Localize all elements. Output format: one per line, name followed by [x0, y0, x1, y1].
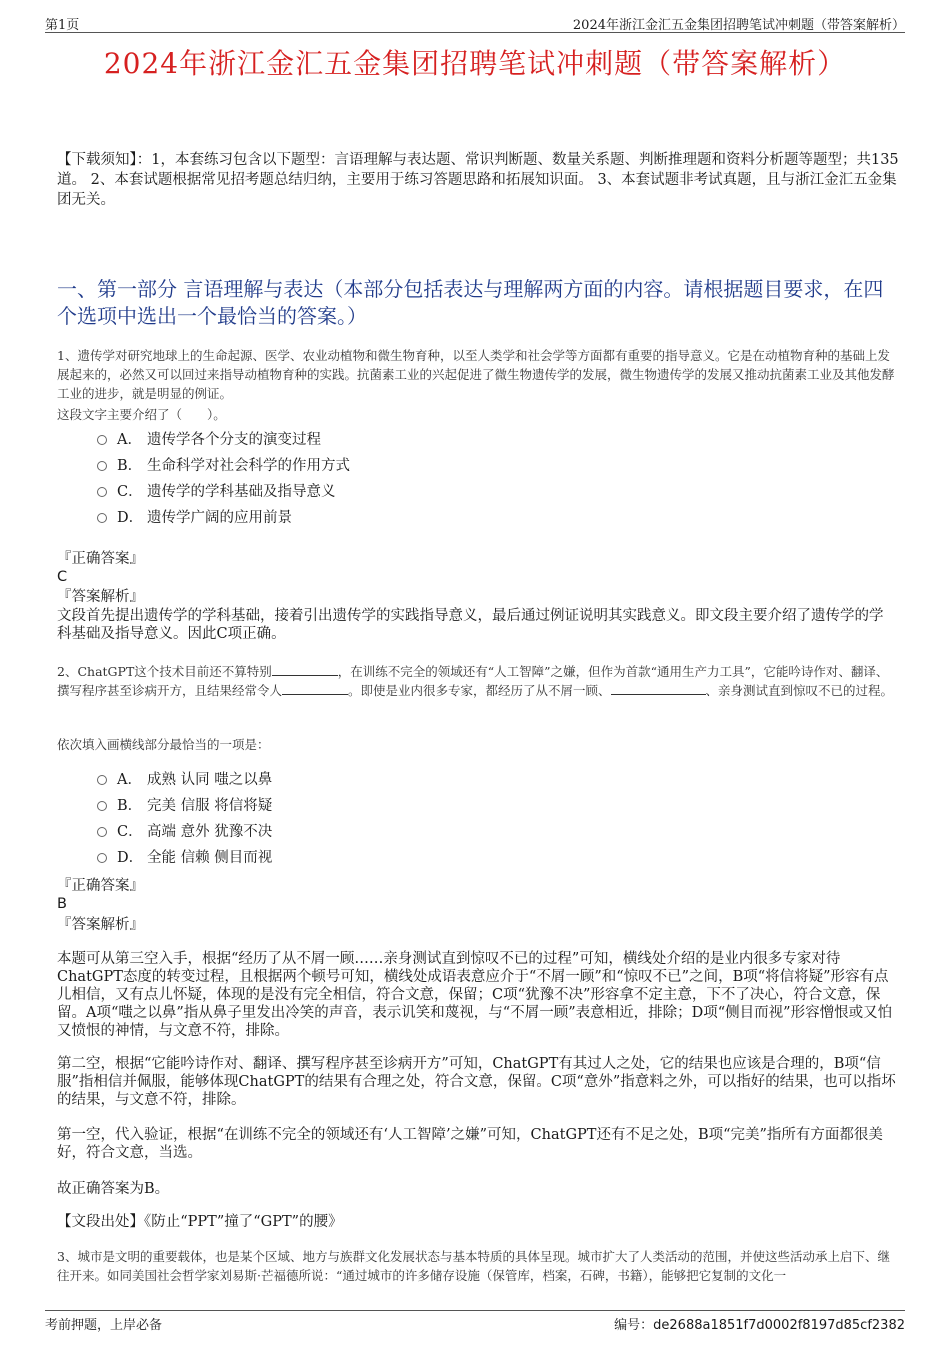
fill-blank[interactable] [611, 682, 706, 695]
radio-icon[interactable] [97, 775, 107, 785]
question-1-answer: C [57, 569, 68, 585]
radio-icon[interactable] [97, 513, 107, 523]
document-title: 2024年浙江金汇五金集团招聘笔试冲刺题（带答案解析） [103, 47, 847, 80]
download-notice: 【下载须知】：1，本套练习包含以下题型：言语理解与表达题、常识判断题、数量关系题、判断推理题和资料分析题等题型；共135道。 2、本套试题根据常见招考题总结归纳，主要用于练习答题思路和拓展知识面。 3、本套试题非考试真题，且与浙江金汇五金集团无关。 [57, 152, 899, 208]
footer-slogan: 考前押题，上岸必备 [45, 1318, 163, 1333]
footer-id-code: de2688a1851f7d0002f8197d85cf2382 [653, 1318, 905, 1333]
radio-icon[interactable] [97, 435, 107, 445]
option-text: 成熟 认同 嗤之以鼻 [147, 771, 273, 788]
question-2-ask: 依次填入画横线部分最恰当的一项是： [57, 737, 270, 752]
option-text: 完美 信服 将信将疑 [147, 797, 273, 814]
option-letter: A． [117, 431, 142, 448]
fill-blank[interactable] [272, 663, 338, 676]
question-2-answer-label: 『正确答案』 [57, 878, 144, 894]
question-2-stem [57, 662, 899, 700]
footer-divider [45, 1310, 905, 1311]
question-2-option-d[interactable] [97, 843, 272, 869]
question-2-analysis-paragraph-3: 第一空，代入验证，根据“在训练不完全的领域还有‘人工智障’之嫌”可知，ChatGPT还有不足之处，B项“完美”指所有方面都很美好，符合文意，当选。 [57, 1127, 883, 1161]
radio-icon[interactable] [97, 487, 107, 497]
question-2-conclusion: 故正确答案为B。 [57, 1181, 170, 1197]
option-letter: A． [117, 771, 142, 788]
footer-document-id [614, 1314, 905, 1333]
question-1-analysis-label: 『答案解析』 [57, 589, 144, 605]
stem-part: 、亲身测试直到惊叹不已的过程。 [705, 683, 894, 698]
fill-blank[interactable] [282, 682, 348, 695]
question-2-answer: B [57, 896, 67, 912]
option-text: 高端 意外 犹豫不决 [147, 823, 273, 840]
footer-id-label: 编号： [614, 1318, 654, 1333]
radio-icon[interactable] [97, 801, 107, 811]
question-1-option-a[interactable] [97, 425, 321, 451]
header-divider [45, 32, 905, 33]
question-1-option-d[interactable] [97, 503, 292, 529]
question-1-option-c[interactable] [97, 477, 336, 503]
question-2-option-c[interactable] [97, 817, 272, 843]
page-number: 第1页 [45, 18, 80, 33]
option-text: 遗传学广阔的应用前景 [147, 509, 292, 526]
radio-icon[interactable] [97, 827, 107, 837]
question-2-analysis-label: 『答案解析』 [57, 917, 144, 933]
running-header-title: 2024年浙江金汇五金集团招聘笔试冲刺题（带答案解析） [572, 18, 905, 33]
question-1-analysis: 文段首先提出遗传学的学科基础，接着引出遗传学的实践指导意义，最后通过例证说明其实践意义。即文段主要介绍了遗传学的学科基础及指导意义。因此C项正确。 [57, 608, 884, 642]
option-letter: D． [117, 849, 144, 866]
question-2-option-a[interactable] [97, 765, 272, 791]
question-2-analysis-paragraph-1: 本题可从第三空入手，根据“经历了从不屑一顾……亲身测试直到惊叹不已的过程”可知，横线处介绍的是业内很多专家对待ChatGPT态度的转变过程，且根据两个顿号可知，横线处成语表意应介于“不屑一顾”和“惊叹不已”之间，B项“将信将疑”形容有点儿相信，又有点儿怀疑，体现的是没有完全相信，符合文意，保留；C项“犹豫不决”形容拿不定主意，下不了决心，符合文意，保留。A项“嗤之以鼻”指从鼻子里发出冷笑的声音，表示讥笑和蔑视，与“不屑一顾”表意相近，排除；D项“侧目而视”形容憎恨或又怕又愤恨的神情，与文意不符，排除。 [57, 951, 893, 1039]
option-text: 遗传学各个分支的演变过程 [147, 431, 321, 448]
option-letter: C． [117, 823, 143, 840]
option-text: 遗传学的学科基础及指导意义 [147, 483, 336, 500]
option-letter: B． [117, 457, 143, 474]
question-2-option-b[interactable] [97, 791, 272, 817]
question-3-stem: 3、城市是文明的重要载体，也是某个区域、地方与族群文化发展状态与基本特质的具体呈现。城市扩大了人类活动的范围，并使这些活动承上启下、继往开来。如同美国社会哲学家刘易斯·芒福德所说：“通过城市的许多储存设施（保管库，档案，石碑，书籍），能够把它复制的文化一 [57, 1249, 890, 1283]
question-2-source: 【文段出处】《防止“PPT”撞了“GPT”的腰》 [57, 1214, 343, 1230]
question-1-option-b[interactable] [97, 451, 350, 477]
radio-icon[interactable] [97, 853, 107, 863]
question-1-answer-label: 『正确答案』 [57, 551, 144, 567]
option-text: 生命科学对社会科学的作用方式 [147, 457, 350, 474]
option-letter: C． [117, 483, 143, 500]
option-letter: B． [117, 797, 143, 814]
question-1-stem: 1、遗传学对研究地球上的生命起源、医学、农业动植物和微生物育种，以至人类学和社会学等方面都有重要的指导意义。它是在动植物育种的基础上发展起来的，必然又可以回过来指导动植物育种的实践。抗菌素工业的兴起促进了微生物遗传学的发展，微生物遗传学的发展又推动抗菌素工业及其他发酵工业的进步，就是明显的例证。 [57, 348, 895, 401]
stem-part: 。即使是业内很多专家，都经历了从不屑一顾、 [348, 683, 611, 698]
question-2-analysis-paragraph-2: 第二空，根据“它能吟诗作对、翻译、撰写程序甚至诊病开方”可知，ChatGPT有其过人之处，它的结果也应该是合理的，B项“信服”指相信并佩服，能够体现ChatGPT的结果有合理之处，符合文意，保留。C项“意外”指意料之外，可以指好的结果，也可以指坏的结果，与文意不符，排除。 [57, 1056, 896, 1108]
radio-icon[interactable] [97, 461, 107, 471]
stem-part: ，在训练不完全的领域还有“人工智障”之嫌，但作为首款“通用生产力工具”，它能吟诗作对、翻译、撰写程序甚至诊病开方，且结果经常令人 [57, 664, 889, 698]
option-text: 全能 信赖 侧目而视 [147, 849, 273, 866]
question-1-ask: 这段文字主要介绍了（ ）。 [57, 407, 226, 422]
section-heading: 一、第一部分 言语理解与表达（本部分包括表达与理解两方面的内容。请根据题目要求，在四个选项中选出一个最恰当的答案。） [57, 277, 884, 328]
stem-part: 2、ChatGPT这个技术目前还不算特别 [57, 664, 272, 679]
option-letter: D． [117, 509, 144, 526]
